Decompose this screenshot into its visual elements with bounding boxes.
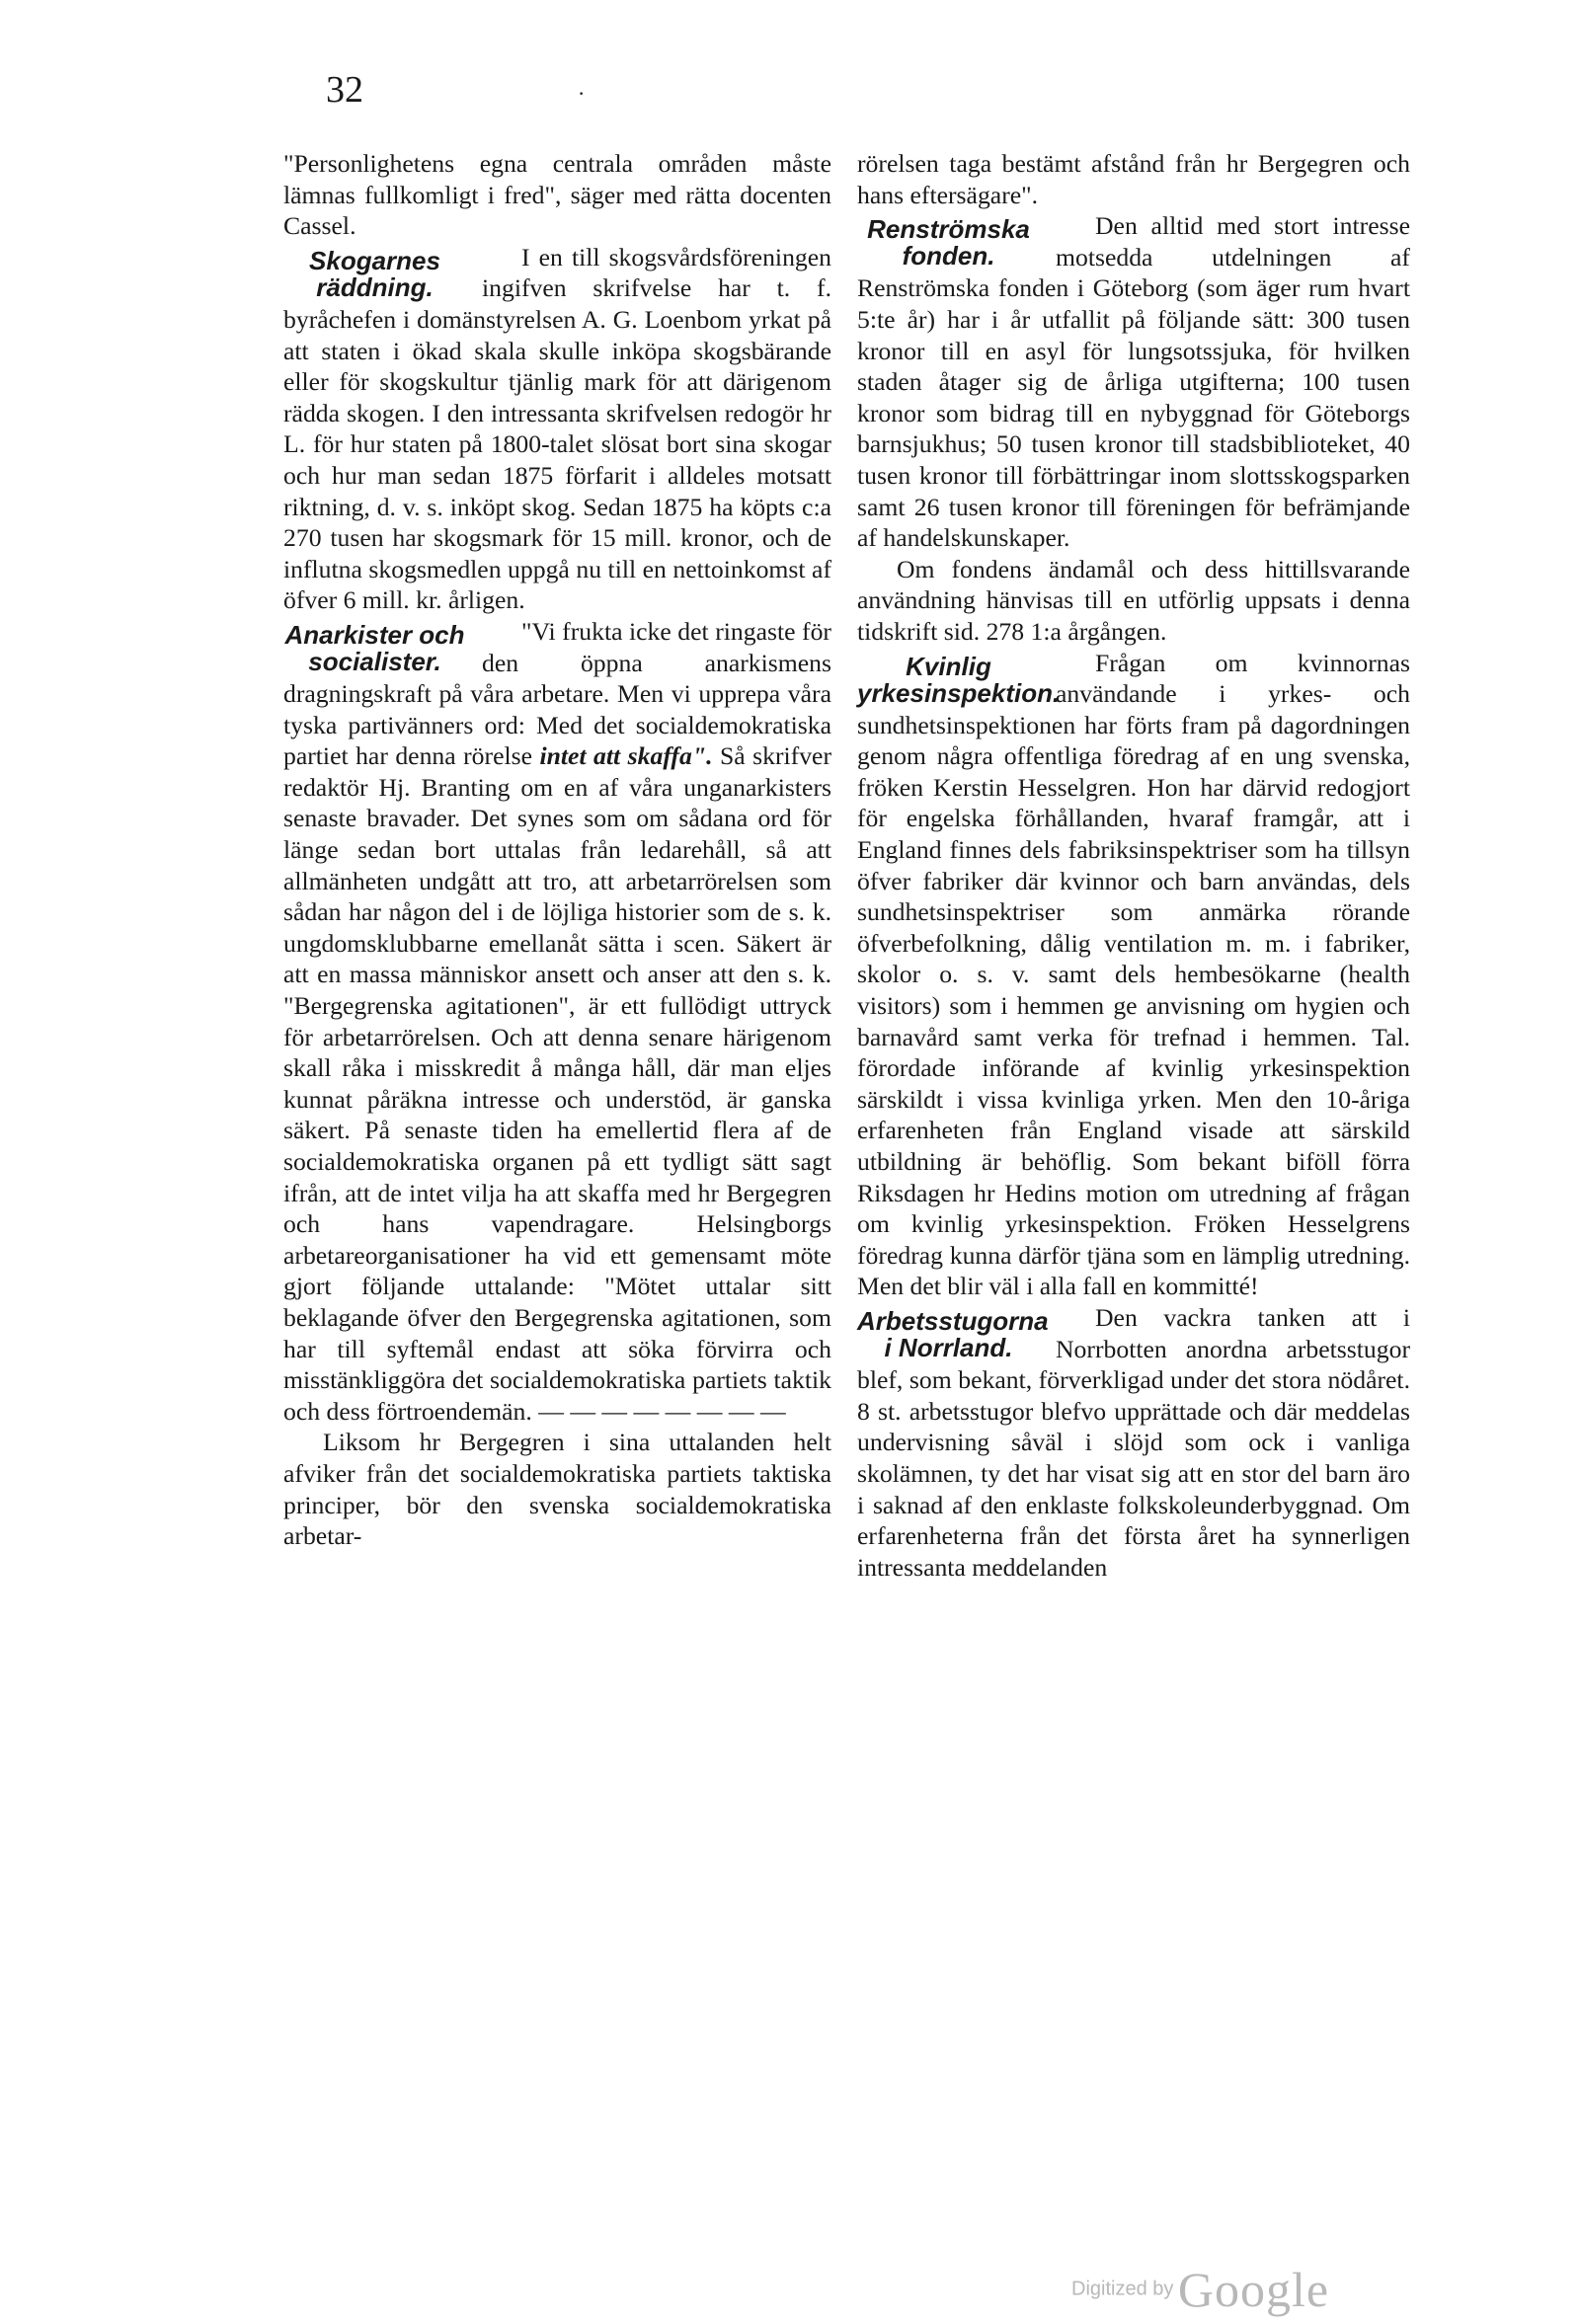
paragraph: I en till skogsvårdsföreningen ingifven skrifvelse har t. f. byråchefen i domänstyrelsen A. G. Loenbom yrkat på att staten i ökad skala skulle inköpa skogsbärande eller för skogskultur tjänlig mark för att därigenom rädda skogen. I den intressanta skrifvelsen redogör hr L. för hur staten på 1800-talet slösat bort sina skogar och hur man sedan 1875 förfarit i alldeles motsatt riktning, d. v. s. inköpt skog. Sedan 1875 ha köpts c:a 270 tusen har skogsmark för 15 mill. kronor, och de influtna skogsmedlen uppgå nu till en nettoinkomst af öfver 6 mill. kr. årligen. xyxy=(283,242,831,615)
paragraph: Om fondens ändamål och dess hittillsvarande användning hänvisas till en utförlig uppsats i denna tidskrift sid. 278 1:a årgången. xyxy=(857,554,1410,646)
paragraph-text: Så skrifver redaktör Hj. Branting om en af våra unganarkisters senaste bravader. Det synes som om sådana ord för länge sedan bort uttalas från ledarehåll, så att allmänheten undgått att tro, att arbetarrörelsen som sådan har någon del i de löjliga historier som de s. k. ungdomsklubbarne emellanåt sätta i scen. Säkert är att en massa människor ansett och anser att den s. k. "Bergegrenska agitationen", är ett fullödigt uttryck för arbetarrörelsen. Och att denna senare härigenom skall råka i misskredit å många håll, där man eljes kunnat påräkna intresse och understöd, är ganska säkert. På senaste tiden ha emellertid flera af de socialdemokratiska organen på ett tydligt sätt sagt ifrån, att de intet vilja ha att skaffa med hr Bergegren och hans vapendragare. Helsingborgs arbetareorganisationer ha vid ett gemensamt möte gjort följande uttalande: "Mötet uttalar sitt beklagande öfver den Bergegrenska agitationen, som har till syftemål endast att söka förvirra och misstänkliggöra det socialdemokratiska partiets taktik och dess förtroendemän. — — — — — — — — xyxy=(283,741,832,1426)
watermark-prefix: Digitized by xyxy=(1071,2278,1174,2300)
paragraph xyxy=(283,616,831,1427)
paragraph: "Personlighetens egna centrala områden måste lämnas fullkomligt i fred", säger med rätta docenten Cassel. xyxy=(283,149,831,241)
paragraph: Frågan om kvinnornas användande i yrkes- och sundhetsinspektionen har förts fram på dagordningen genom några offentliga föredrag af en ung svenska, fröken Kerstin Hesselgren. Hon har därvid redogjort för engelska förhållanden, hvaraf framgår, att i England finnes dels fabriksinspektriser som ha tillsyn öfver fabriker där kvinnor och barn användas, dels sundhetsinspektriser som anmärka rörande öfverbefolkning, dålig ventilation m. m. i fabriker, skolor o. s. v. samt dels hembesökarne (health visitors) som i hemmen ge anvisning om hygien och barnavård samt verka för trefnad i hemmen. Tal. förordade införande af kvinlig yrkesinspektion särskildt i vissa kvinliga yrken. Men den 10-åriga erfarenheten från England visade att särskild utbildning är behöflig. Som bekant biföll förra Riksdagen hr Hedins motion om utredning af frågan om kvinlig yrkesinspektion. Fröken Hesselgrens föredrag kunna därför tjäna som en lämplig utredning. Men det blir väl i alla fall en kommitté! xyxy=(857,648,1410,1301)
paragraph: rörelsen taga bestämt afstånd från hr Bergegren och hans eftersägare". xyxy=(857,149,1410,209)
paragraph: Den vackra tanken att i Norrbotten anordna arbetsstugor blef, som bekant, förverkligad under det stora nödåret. 8 st. arbetsstugor blefvo upprättade och där meddelas undervisning såväl i slöjd som ock i vanliga skolämnen, ty det har visat sig att en stor del barn äro i saknad af den enklaste folkskoleunderbyggnad. Om erfarenheterna från det första året ha synnerligen intressanta meddelanden xyxy=(857,1302,1410,1582)
watermark-brand: Google xyxy=(1177,2262,1330,2317)
margin-heading-renstromska: Renströmska fonden. xyxy=(867,214,1030,271)
digitized-watermark xyxy=(1071,2261,1329,2318)
margin-heading-skogarnes: Skogarnes räddning. xyxy=(309,245,440,302)
left-column xyxy=(283,148,831,1552)
margin-heading-anarkister: Anarkister och socialister. xyxy=(284,619,465,676)
emphasis-text: intet att skaffa". xyxy=(539,741,713,771)
paragraph: Den alltid med stort intresse motsedda utdelningen af Renströmska fonden i Göteborg (som äger rum hvart 5:te år) har i år utfallit på följande sätt: 300 tusen kronor till en asyl för lungsotssjuka, för hvilken staden åtager sig de årliga utgifterna; 100 tusen kronor som bidrag till en nybyggnad för Göteborgs barnsjukhus; 50 tusen kronor till stadsbiblioteket, 40 tusen kronor till förbättringar inom slottsskogsparken samt 26 tusen kronor till föreningen för befrämjande af handelskunskaper. xyxy=(857,211,1410,553)
margin-heading-arbetsstugorna: Arbetsstugorna i Norrland. xyxy=(857,1305,1049,1362)
page-mark: · xyxy=(578,81,586,106)
margin-heading-kvinlig: Kvinlig yrkesinspektion. xyxy=(857,651,1061,708)
right-column xyxy=(857,148,1410,1583)
page-number: 32 xyxy=(326,69,363,111)
paragraph: Liksom hr Bergegren i sina uttalanden helt afviker från det socialdemokratiska partiets taktiska principer, bör den svenska socialdemokratiska arbetar- xyxy=(283,1428,831,1551)
paragraph-text: "Vi frukta icke det ringaste för den öppna anarkismens dragningskraft på våra arbetare. Men vi upprepa våra tyska partivänners ord: Med det socialdemokratiska partiet har denna rörelse xyxy=(283,616,831,771)
